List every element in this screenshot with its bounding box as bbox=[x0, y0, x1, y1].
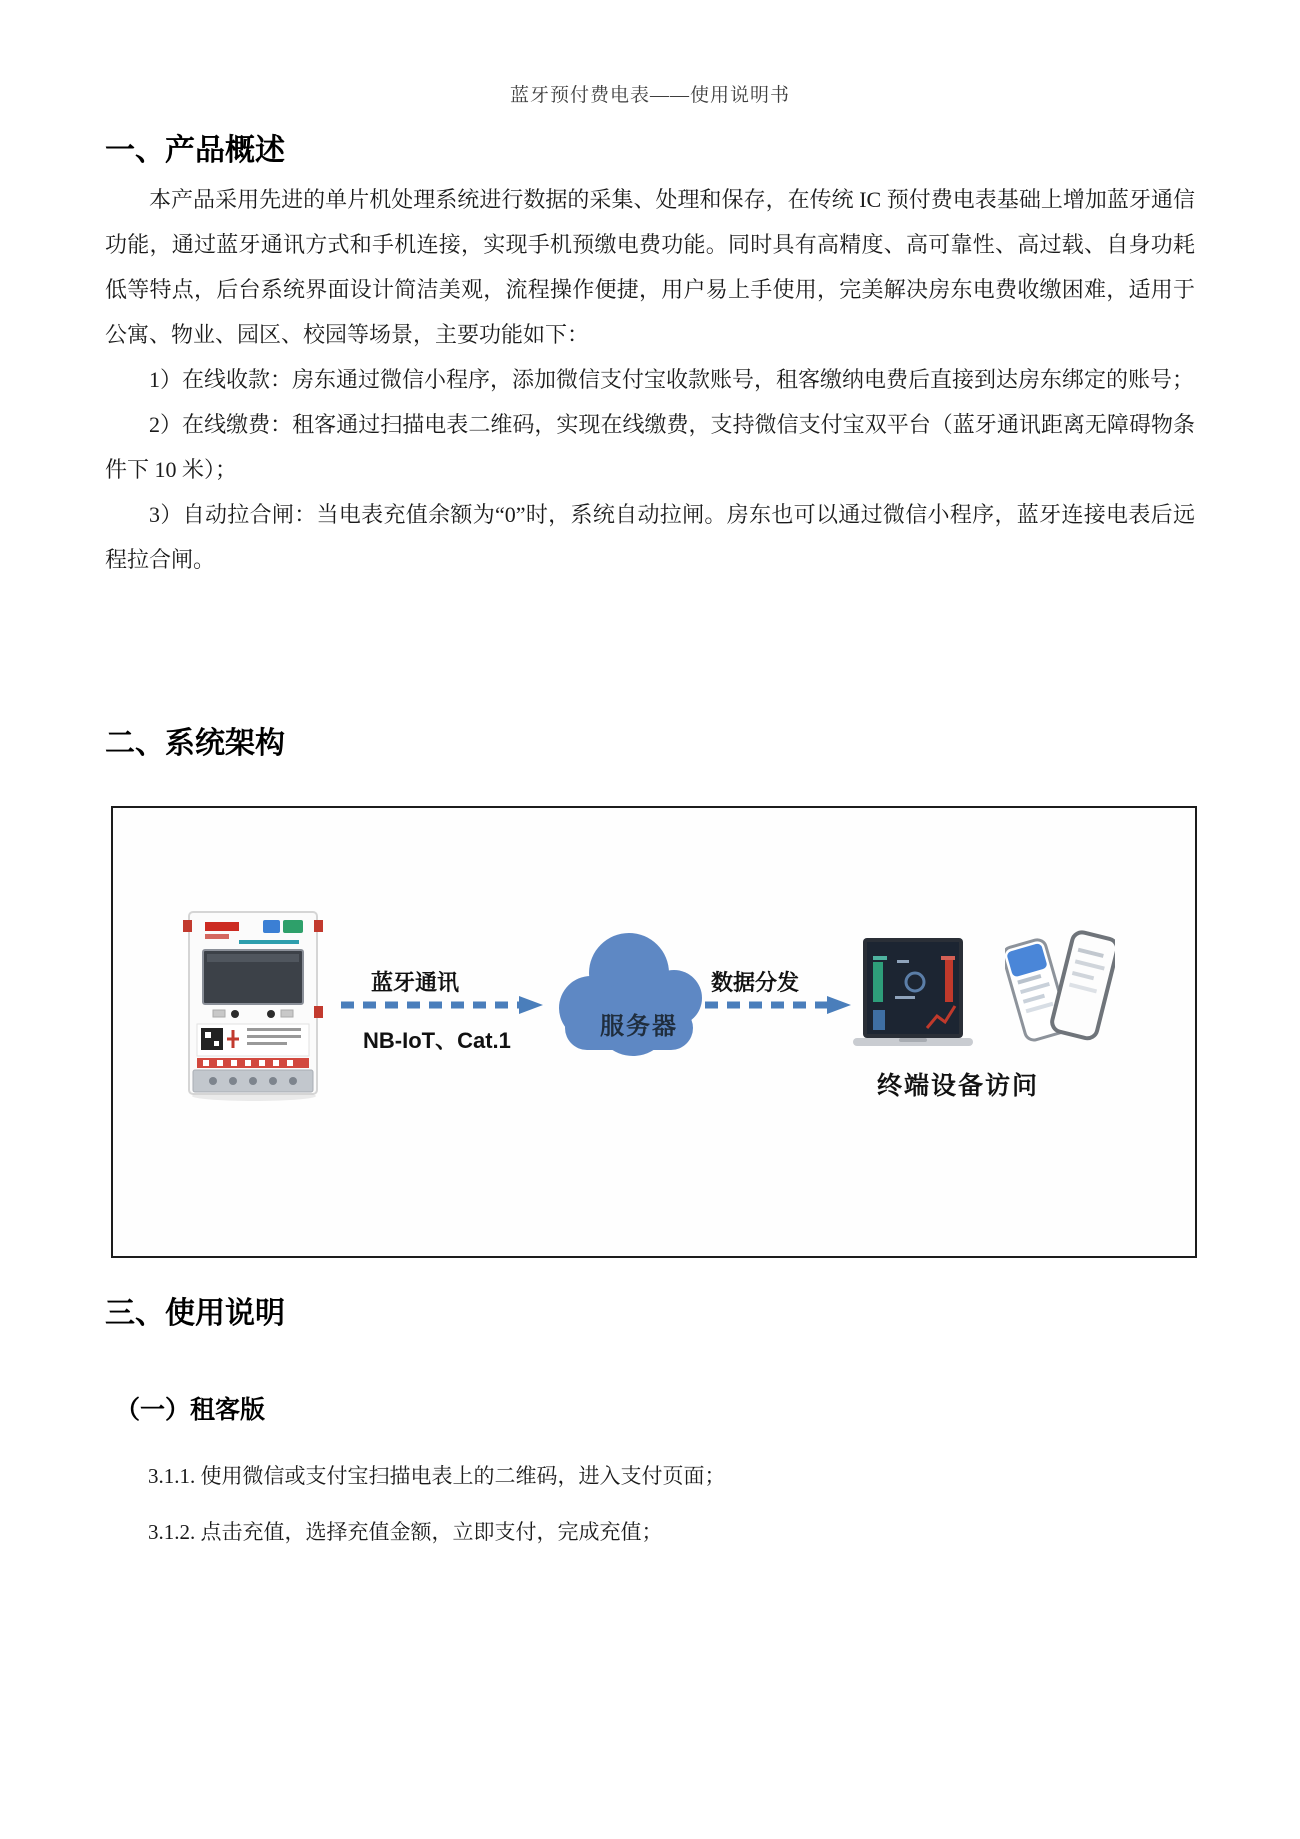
bluetooth-link-label: 蓝牙通讯 bbox=[371, 970, 460, 995]
laptop-icon bbox=[849, 936, 977, 1054]
usage-steps bbox=[148, 1460, 1195, 1548]
server-cloud-icon bbox=[551, 926, 721, 1071]
document-title: 蓝牙预付费电表——使用说明书 bbox=[509, 85, 790, 106]
section1-item-2: 2）在线缴费：租客通过扫描电表二维码，实现在线缴费，支持微信支付宝双平台（蓝牙通讯距离无障碍物条件下 10 米）； bbox=[105, 412, 1195, 482]
terminal-access-label: 终端设备访问 bbox=[877, 1072, 1040, 1100]
dashed-arrow-left-icon bbox=[339, 994, 545, 1016]
section1-paragraph: 本产品采用先进的单片机处理系统进行数据的采集、处理和保存，在传统 IC 预付费电表基础上增加蓝牙通信功能，通过蓝牙通讯方式和手机连接，实现手机预缴电费功能。同时具有高精度、高可靠性、高过载、自身功耗低等特点，后台系统界面设计简洁美观，流程操作便捷，用户易上手使用，完美解决房东电费收缴困难，适用于公寓、物业、园区、校园等场景，主要功能如下： bbox=[105, 187, 1195, 347]
section2-heading: 二、系统架构 bbox=[105, 727, 285, 760]
data-distribution-label: 数据分发 bbox=[711, 970, 800, 995]
step-3-1-2: 3.1.2. 点击充值，选择充值金额，立即支付，完成充值； bbox=[148, 1520, 663, 1544]
electric-meter-icon bbox=[179, 898, 329, 1103]
server-label: 服务器 bbox=[600, 1013, 678, 1040]
smartphone-icon bbox=[1005, 928, 1115, 1053]
dashed-arrow-right-icon bbox=[703, 994, 853, 1016]
tenant-version-subheading: （一）租客版 bbox=[115, 1396, 266, 1424]
nbiot-cat1-label: NB-IoT、Cat.1 bbox=[363, 1028, 511, 1053]
section1-body bbox=[105, 177, 1195, 582]
section1-heading: 一、产品概述 bbox=[105, 134, 285, 167]
section1-item-3: 3）自动拉合闸：当电表充值余额为“0”时，系统自动拉闸。房东也可以通过微信小程序，蓝牙连接电表后远程拉合闸。 bbox=[105, 502, 1195, 572]
section3-heading: 三、使用说明 bbox=[105, 1297, 285, 1330]
step-3-1-1: 3.1.1. 使用微信或支付宝扫描电表上的二维码，进入支付页面； bbox=[148, 1464, 726, 1488]
architecture-diagram bbox=[111, 806, 1197, 1258]
section1-item-1: 1）在线收款：房东通过微信小程序，添加微信支付宝收款账号，租客缴纳电费后直接到达房东绑定的账号； bbox=[149, 367, 1195, 392]
